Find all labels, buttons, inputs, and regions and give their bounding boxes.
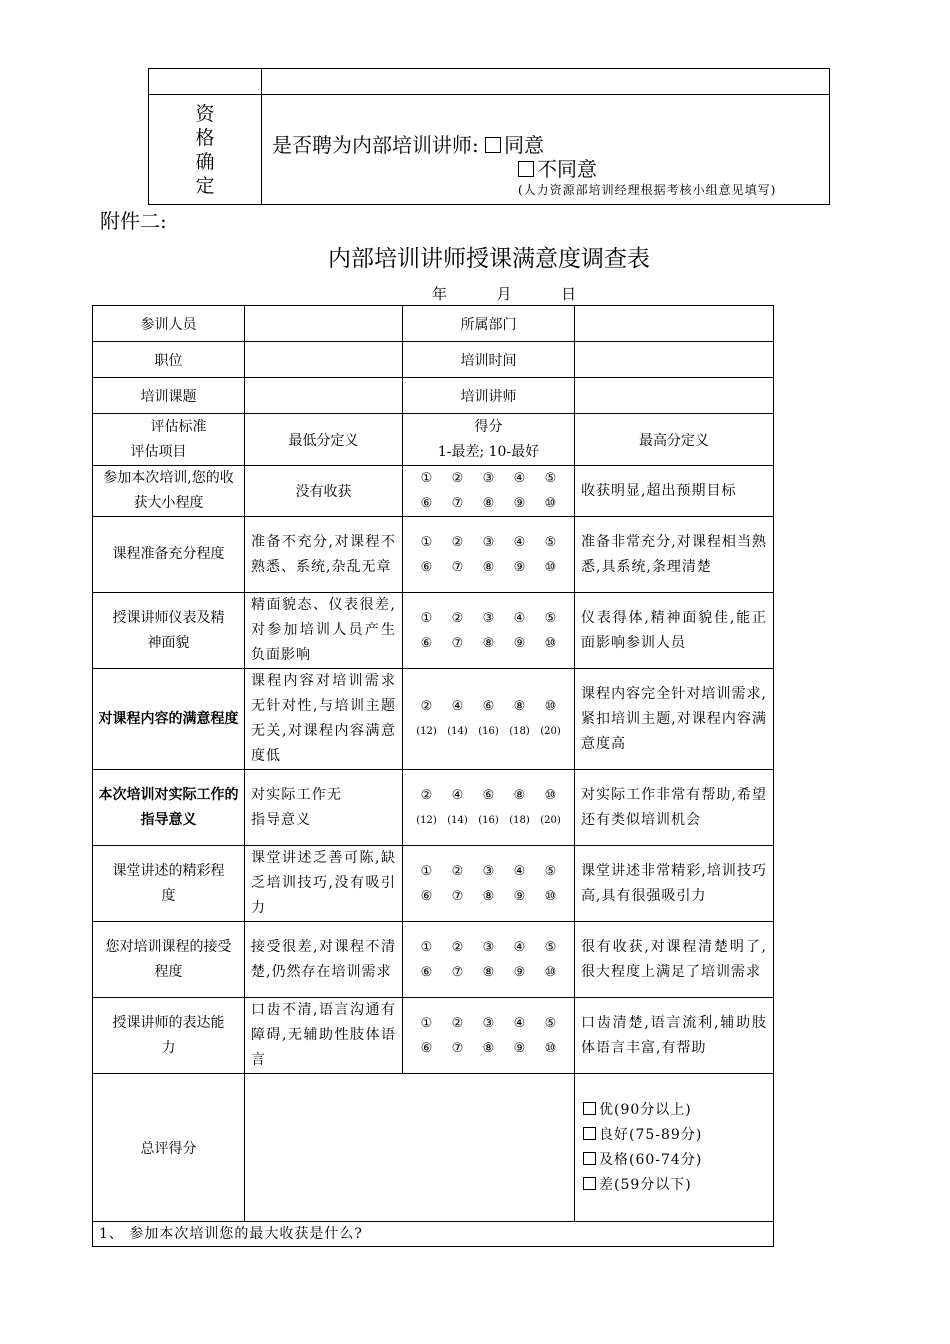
criterion-min: 口齿不清,语言沟通有障碍,无辅助性肢体语言 [245,998,403,1074]
score-option[interactable]: ⑩ [544,699,557,714]
score-option[interactable]: ② [451,863,464,879]
criterion-row [93,922,774,998]
score-option[interactable]: ⑥ [420,1040,433,1056]
info-label: 参训人员 [93,306,245,342]
criterion-min: 准备不充分,对课程不熟悉、系统,杂乱无章 [245,517,403,593]
criterion-row [93,517,774,593]
qualification-note: (人力资源部培训经理根据考核小组意见填写) [518,183,777,197]
score-options [403,593,575,669]
header-score-cell [403,414,575,466]
score-option[interactable]: ⑨ [513,888,526,904]
disagree-line [518,153,597,182]
score-option[interactable]: ⑩ [544,496,557,511]
score-option[interactable]: ④ [513,1015,526,1031]
score-option[interactable]: ⑤ [544,939,557,955]
score-option[interactable]: ⑩ [544,1040,557,1056]
date-month: 月 [496,285,512,303]
criterion-min: 精面貌态、仪表很差,对参加培训人员产生负面影响 [245,593,403,669]
qualification-label [149,95,262,205]
info-row [93,378,774,414]
score-option[interactable]: ④ [513,534,526,550]
score-option[interactable]: ② [420,699,433,714]
question-1: 1、 参加本次培训您的最大收获是什么? [93,1222,774,1247]
criterion-max: 课堂讲述非常精彩,培训技巧高,具有很强吸引力 [575,846,774,922]
score-option[interactable]: ⑥ [420,964,433,980]
score-option[interactable]: ⑤ [544,1015,557,1031]
criterion-item: 参加本次培训,您的收获大小程度 [93,466,245,517]
score-option[interactable]: ⑧ [513,699,526,714]
score-option[interactable]: ③ [482,534,495,550]
qualification-label-char: 格 [195,126,215,149]
grade-option[interactable] [583,1123,773,1148]
date-year: 年 [432,285,448,303]
header-standard: 评估标准 [150,418,207,435]
score-option[interactable]: ⑨ [513,496,526,511]
criterion-min: 接受很差,对课程不清楚,仍然存在培训需求 [245,922,403,998]
info-label: 培训课题 [93,378,245,414]
criterion-item: 课程准备充分程度 [93,517,245,593]
qualification-label-char: 定 [195,174,215,197]
grade-option[interactable] [583,1098,773,1123]
criterion-max: 很有收获,对课程清楚明了,很大程度上满足了培训需求 [575,922,774,998]
criterion-row [93,593,774,669]
score-options [403,770,575,846]
score-options [403,517,575,593]
score-option[interactable]: ⑥ [482,787,495,803]
criterion-min: 课堂讲述乏善可陈,缺乏培训技巧,没有吸引力 [245,846,403,922]
score-option[interactable]: ⑨ [513,559,526,575]
question-row [93,1222,774,1247]
grade-label: 差(59分以下) [599,1176,692,1193]
score-options [403,922,575,998]
criterion-min: 没有收获 [245,466,403,517]
score-option[interactable]: ⑦ [451,496,464,511]
criterion-item: 授课讲师仪表及精神面貌 [93,593,245,669]
date-day: 日 [561,285,577,303]
score-option[interactable]: ③ [482,471,495,486]
info-value-field[interactable] [575,378,774,414]
score-option[interactable]: ⑤ [544,471,557,486]
info-value-field[interactable] [245,306,403,342]
criterion-row [93,669,774,770]
qualification-label-char: 资 [195,102,215,125]
info-value-field[interactable] [575,342,774,378]
criterion-max: 仪表得体,精神面貌佳,能正面影响参训人员 [575,593,774,669]
score-option[interactable]: ① [420,471,433,486]
criterion-item: 本次培训对实际工作的指导意义 [93,770,245,846]
info-value-field[interactable] [245,378,403,414]
agree-label: 同意 [504,133,545,157]
grade-checkbox[interactable] [583,1127,596,1140]
score-option[interactable]: ⑦ [451,888,464,904]
score-option[interactable]: ⑤ [544,863,557,879]
score-option[interactable]: ④ [451,699,464,714]
grade-options [575,1074,774,1222]
score-option[interactable]: ⑥ [420,635,433,651]
score-option[interactable]: ⑩ [544,888,557,904]
score-option[interactable]: ⑦ [451,964,464,980]
info-row [93,342,774,378]
score-option[interactable]: ④ [513,863,526,879]
score-option[interactable]: ⑥ [420,496,433,511]
criterion-max: 对实际工作非常有帮助,希望还有类似培训机会 [575,770,774,846]
header-diagonal-cell [93,414,245,466]
grade-label: 良好(75-89分) [599,1126,703,1143]
score-options [403,998,575,1074]
score-option[interactable]: ⑥ [420,888,433,904]
header-row [93,414,774,466]
info-value-field[interactable] [245,342,403,378]
criterion-row [93,770,774,846]
criterion-row [93,846,774,922]
grade-option[interactable] [583,1173,773,1198]
qualification-label-char: 确 [195,150,215,173]
score-option[interactable]: (16) [478,814,499,826]
header-min-def: 最低分定义 [245,414,403,466]
grade-label: 优(90分以上) [599,1101,692,1118]
score-option[interactable]: ③ [482,939,495,955]
score-option[interactable]: ⑩ [544,559,557,575]
score-option[interactable]: ⑧ [482,559,495,575]
grade-label: 及格(60-74分) [599,1151,703,1168]
score-option[interactable]: ⑧ [482,635,495,651]
score-options [403,669,575,770]
form-title: 内部培训讲师授课满意度调查表 [328,246,650,272]
criterion-max: 准备非常充分,对课程相当熟悉,具系统,条理清楚 [575,517,774,593]
score-option[interactable]: ② [451,610,464,626]
score-option[interactable]: ③ [482,863,495,879]
score-option[interactable]: (14) [447,726,468,737]
score-option[interactable]: (20) [540,814,561,826]
score-option[interactable]: ⑦ [451,559,464,575]
score-option[interactable]: ① [420,610,433,626]
score-option[interactable]: ③ [482,610,495,626]
score-option[interactable]: ④ [513,939,526,955]
info-value-field[interactable] [575,306,774,342]
qualification-question-line [272,129,544,158]
score-option[interactable]: ⑦ [451,635,464,651]
total-score-field[interactable] [245,1074,575,1222]
grade-checkbox[interactable] [583,1177,596,1190]
score-option[interactable]: ② [451,939,464,955]
score-option[interactable]: ① [420,939,433,955]
info-label: 培训讲师 [403,378,575,414]
header-item: 评估项目 [130,443,187,460]
empty-cell [262,69,830,95]
qualification-question-cell [262,95,830,205]
agree-checkbox[interactable] [485,137,501,153]
header-score: 得分 [474,418,503,435]
score-option[interactable]: (18) [509,726,530,737]
score-option[interactable]: ⑩ [544,964,557,980]
criterion-row [93,466,774,517]
date-line [432,283,576,304]
header-score-scale: 1-最差; 10-最好 [437,443,540,460]
score-option[interactable]: (16) [478,726,499,737]
score-option[interactable]: ⑤ [544,534,557,550]
score-options [403,466,575,517]
score-option[interactable]: ① [420,1015,433,1031]
score-option[interactable]: ⑨ [513,635,526,651]
criterion-max: 收获明显,超出预期目标 [575,466,774,517]
info-label: 职位 [93,342,245,378]
score-option[interactable]: ① [420,534,433,550]
criterion-item: 授课讲师的表达能力 [93,998,245,1074]
score-option[interactable]: ③ [482,1015,495,1031]
score-option[interactable]: (20) [540,726,561,737]
qualification-question: 是否聘为内部培训讲师: [272,133,479,157]
criterion-item: 课堂讲述的精彩程度 [93,846,245,922]
score-option[interactable]: ⑥ [420,559,433,575]
score-option[interactable]: ⑩ [544,635,557,651]
score-option[interactable]: ⑦ [451,1040,464,1056]
score-option[interactable]: ② [420,787,433,803]
score-options [403,846,575,922]
score-option[interactable]: ⑧ [482,964,495,980]
score-option[interactable]: ⑥ [482,699,495,714]
criterion-row [93,998,774,1074]
grade-checkbox[interactable] [583,1152,596,1165]
score-option[interactable]: ⑧ [482,888,495,904]
score-option[interactable]: (12) [416,726,437,737]
score-option[interactable]: ④ [513,471,526,486]
info-label: 所属部门 [403,306,575,342]
qualification-table [148,68,830,205]
header-max-def: 最高分定义 [575,414,774,466]
score-option[interactable]: ② [451,534,464,550]
criterion-max: 课程内容完全针对培训需求,紧扣培训主题,对课程内容满意度高 [575,669,774,770]
score-option[interactable]: ⑤ [544,610,557,626]
criterion-max: 口齿清楚,语言流利,辅助肢体语言丰富,有帮助 [575,998,774,1074]
score-option[interactable]: ② [451,471,464,486]
score-option[interactable]: ④ [451,787,464,803]
criterion-item: 对课程内容的满意程度 [93,669,245,770]
total-row [93,1074,774,1222]
score-option[interactable]: ① [420,863,433,879]
score-option[interactable]: ② [451,1015,464,1031]
criterion-min: 对实际工作无指导意义 [245,770,403,846]
score-option[interactable]: (18) [509,814,530,826]
criterion-item: 您对培训课程的接受程度 [93,922,245,998]
survey-table [92,305,774,1247]
grade-option[interactable] [583,1148,773,1173]
info-row [93,306,774,342]
grade-checkbox[interactable] [583,1102,596,1115]
disagree-checkbox[interactable] [518,161,534,177]
disagree-label: 不同意 [537,157,597,181]
criterion-min: 课程内容对培训需求无针对性,与培训主题无关,对课程内容满意度低 [245,669,403,770]
info-label: 培训时间 [403,342,575,378]
score-option[interactable]: (12) [416,814,437,826]
score-option[interactable]: ⑨ [513,1040,526,1056]
attachment-label: 附件二: [100,209,167,233]
score-option[interactable]: ⑧ [482,496,495,511]
total-label: 总评得分 [93,1074,245,1222]
score-option[interactable]: ⑧ [482,1040,495,1056]
score-option[interactable]: ⑧ [513,787,526,803]
score-option[interactable]: ⑩ [544,787,557,803]
score-option[interactable]: ⑨ [513,964,526,980]
empty-cell [149,69,262,95]
score-option[interactable]: ④ [513,610,526,626]
score-option[interactable]: (14) [447,814,468,826]
